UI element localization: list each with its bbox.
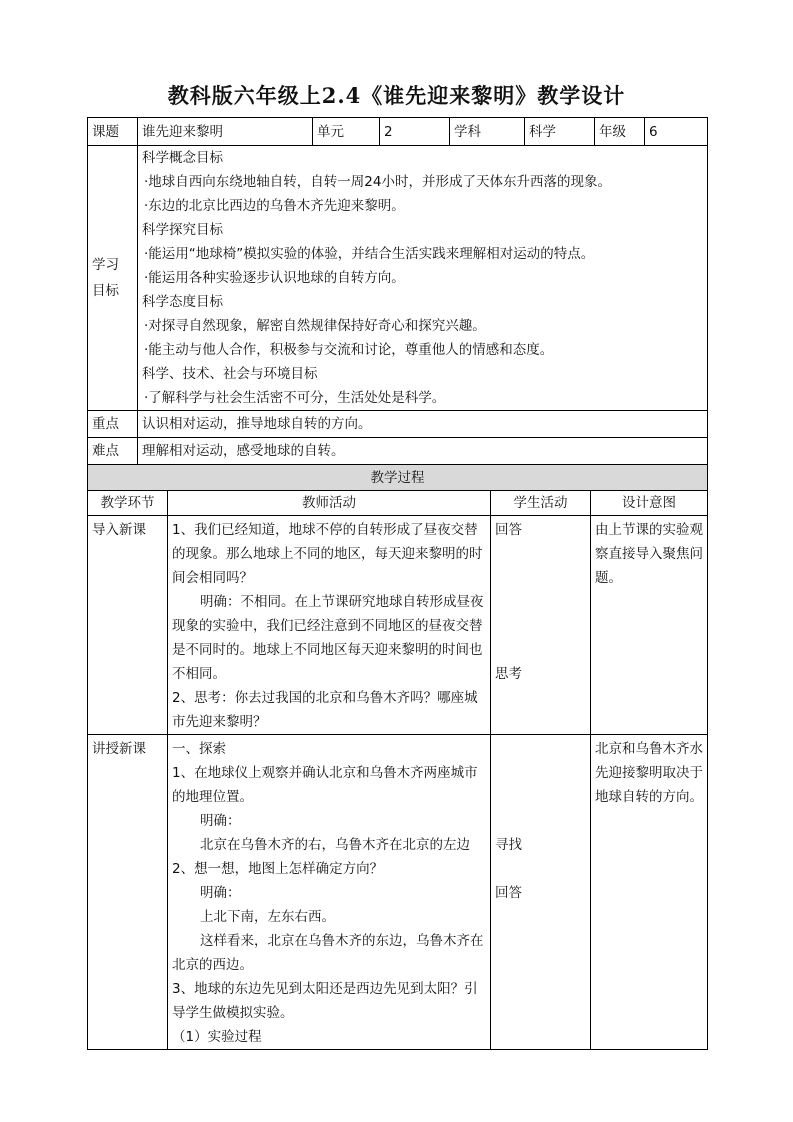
- unit-value: 2: [380, 118, 450, 146]
- student-text: 回答: [495, 522, 522, 538]
- teacher-text: 一、探索: [172, 741, 226, 757]
- student-cell: [491, 735, 591, 1050]
- goal-item: ·能运用各种实验逐步认识地球的自转方向。: [144, 270, 405, 286]
- teacher-text: 明确：: [200, 885, 241, 901]
- goal-item: ·能运用“地球椅”模拟实验的体验，并结合生活实践来理解相对运动的特点。: [144, 246, 595, 262]
- col-header-intent: 设计意图: [591, 491, 708, 516]
- goal-heading-inquiry: 科学探究目标: [142, 222, 223, 238]
- teacher-text: 北京在乌鲁木齐的右，乌鲁木齐在北京的左边: [200, 837, 470, 853]
- difficulty-value: 理解相对运动，感受地球的自转。: [138, 438, 708, 465]
- goal-item: ·东边的北京比西边的乌鲁木齐先迎来黎明。: [144, 198, 405, 214]
- difficulty-label: 难点: [88, 438, 138, 465]
- teacher-text: 明确：: [200, 813, 241, 829]
- col-header-teacher: 教师活动: [168, 491, 491, 516]
- goal-heading-stse: 科学、技术、社会与环境目标: [142, 366, 318, 382]
- intent-cell: 北京和乌鲁木齐水先迎接黎明取决于地球自转的方向。: [591, 735, 708, 1050]
- student-text: 思考: [495, 666, 522, 682]
- intent-cell: 由上节课的实验观察直接导入聚焦问题。: [591, 516, 708, 735]
- goals-label: [88, 146, 138, 411]
- goal-item: ·对探寻自然现象，解密自然规律保持好奇心和探究兴趣。: [144, 318, 486, 334]
- goal-heading-concept: 科学概念目标: [142, 150, 223, 166]
- info-table: [87, 117, 708, 465]
- document-title: 教科版六年级上2.4《谁先迎来黎明》教学设计: [167, 83, 626, 108]
- teacher-text: （1）实验过程: [172, 1029, 262, 1045]
- grade-label: 年级: [595, 118, 645, 146]
- teacher-text: 2、思考：你去过我国的北京和乌鲁木齐吗？哪座城市先迎来黎明？: [172, 690, 478, 730]
- grade-value: 6: [645, 118, 708, 146]
- goals-content: [138, 146, 708, 411]
- teacher-text: 2、想一想，地图上怎样确定方向？: [172, 861, 384, 877]
- teacher-text: 1、在地球仪上观察并确认北京和乌鲁木齐两座城市的地理位置。: [172, 765, 478, 805]
- goals-label-text: 学习目标: [92, 257, 119, 299]
- teacher-text: 上北下南，左东右西。: [200, 909, 335, 925]
- teacher-cell: [168, 516, 491, 735]
- goal-heading-attitude: 科学态度目标: [142, 294, 223, 310]
- key-value: 认识相对运动，推导地球自转的方向。: [138, 411, 708, 438]
- teacher-text: 1、我们已经知道，地球不停的自转形成了昼夜交替的现象。那么地球上不同的地区，每天迎来黎明的时间会相同吗？: [172, 522, 483, 586]
- student-text: 回答: [495, 885, 522, 901]
- subject-label: 学科: [450, 118, 525, 146]
- table-row: [88, 735, 708, 1050]
- unit-label: 单元: [313, 118, 380, 146]
- subject-value: 科学: [525, 118, 595, 146]
- teacher-text: 3、地球的东边先见到太阳还是西边先见到太阳？引导学生做模拟实验。: [172, 981, 478, 1021]
- stage-cell: 导入新课: [88, 516, 168, 735]
- student-text: 寻找: [495, 837, 522, 853]
- teacher-text: 明确：不相同。在上节课研究地球自转形成昼夜现象的实验中，我们已经注意到不同地区的昼夜交替是不同时的。地球上不同地区每天迎来黎明的时间也不相同。: [172, 594, 484, 682]
- teacher-cell: [168, 735, 491, 1050]
- col-header-stage: 教学环节: [88, 491, 168, 516]
- topic-label: 课题: [88, 118, 138, 146]
- table-row: [88, 516, 708, 735]
- topic-value: 谁先迎来黎明: [138, 118, 313, 146]
- stage-cell: 讲授新课: [88, 735, 168, 1050]
- goal-item: ·了解科学与社会生活密不可分，生活处处是科学。: [144, 390, 446, 406]
- student-cell: [491, 516, 591, 735]
- goal-item: ·能主动与他人合作，积极参与交流和讨论，尊重他人的情感和态度。: [144, 342, 554, 358]
- process-header: 教学过程: [88, 465, 708, 491]
- process-table: [87, 464, 708, 1050]
- goal-item: ·地球自西向东绕地轴自转，自转一周24小时，并形成了天体东升西落的现象。: [144, 174, 611, 190]
- key-label: 重点: [88, 411, 138, 438]
- col-header-student: 学生活动: [491, 491, 591, 516]
- teacher-text: 这样看来，北京在乌鲁木齐的东边，乌鲁木齐在北京的西边。: [172, 933, 484, 973]
